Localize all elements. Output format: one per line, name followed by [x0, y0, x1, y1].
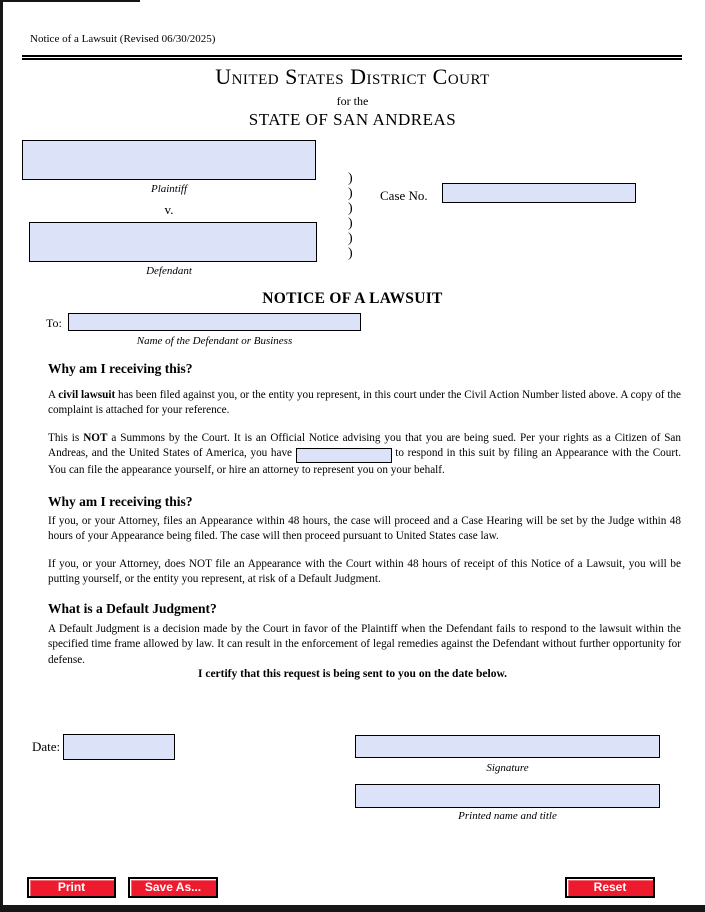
- section2-paragraph1: If you, or your Attorney, files an Appearance within 48 hours, the case will proceed and a Case Hearing will be set by the Judge within 48 hours of your Appearance being filed. The case will then proceed pursuant to United States case law.: [48, 515, 681, 543]
- section1-paragraph2: [48, 431, 681, 479]
- paren-glyph: ): [348, 231, 353, 246]
- section2-paragraph2: If you, or your Attorney, does NOT file an Appearance with the Court within 48 hours of receipt of this Notice of a Lawsuit, you will be putting yourself, or the entity you represent, at risk of a Default Judgment.: [48, 558, 681, 586]
- case-number-field[interactable]: [442, 183, 636, 203]
- text-segment-bold: NOT: [83, 432, 108, 444]
- court-subtitle: for the: [336, 94, 369, 108]
- signature-field[interactable]: [355, 735, 660, 758]
- text-segment: has been filed against you, or the entity you represent, in this court under the Civil Action Number listed above. A copy of the complaint is attached for your reference.: [48, 389, 682, 417]
- text-segment-bold: civil lawsuit: [58, 389, 116, 401]
- save-as-button[interactable]: Save As...: [128, 877, 218, 898]
- printed-name-label: Printed name and title: [458, 810, 557, 822]
- case-number-label: Case No.: [380, 188, 428, 203]
- section3-heading: What is a Default Judgment?: [48, 601, 217, 616]
- section1-paragraph1: [48, 388, 681, 419]
- court-state: STATE OF SAN ANDREAS: [248, 110, 457, 129]
- plaintiff-field[interactable]: [22, 140, 316, 180]
- case-caption: [22, 140, 682, 280]
- notice-title: NOTICE OF A LAWSUIT: [262, 290, 443, 307]
- section1-heading: Why am I receiving this?: [48, 361, 193, 376]
- certification-statement: I certify that this request is being sent to you on the date below.: [197, 668, 507, 680]
- paren-glyph: ): [348, 186, 353, 201]
- printed-name-field[interactable]: [355, 784, 660, 808]
- page-edge-top: [0, 0, 140, 2]
- paren-glyph: ): [348, 201, 353, 216]
- reset-button[interactable]: Reset: [565, 877, 655, 898]
- caption-parentheses: [348, 171, 353, 261]
- text-segment: to respond in this suit by filing an Appearance with the Court. You can file the appearance yourself, or hire an attorney to represent you on your behalf.: [48, 447, 681, 477]
- paren-glyph: ): [348, 246, 353, 261]
- defendant-field[interactable]: [29, 222, 317, 262]
- form-revision-header: Notice of a Lawsuit (Revised 06/30/2025): [30, 33, 216, 45]
- paren-glyph: ): [348, 216, 353, 231]
- date-field[interactable]: [63, 734, 175, 760]
- print-button[interactable]: Print: [27, 877, 116, 898]
- defendant-label: Defendant: [146, 265, 192, 277]
- date-label: Date:: [32, 739, 61, 754]
- text-segment: A: [48, 389, 59, 401]
- page-edge-left: [0, 0, 3, 912]
- to-label: To:: [46, 316, 62, 330]
- section2-heading: Why am I receiving this?: [48, 494, 193, 509]
- plaintiff-label: Plaintiff: [150, 183, 188, 195]
- signature-label: Signature: [486, 762, 529, 774]
- versus-label: v.: [164, 202, 174, 217]
- response-time-field[interactable]: [296, 448, 392, 463]
- court-title: United States District Court: [215, 64, 490, 89]
- defendant-name-hint: Name of the Defendant or Business: [136, 335, 293, 347]
- paren-glyph: ): [348, 171, 353, 186]
- text-segment: a Summons by the Court. It is an Official Notice advising you that you are being sued. Per your rights as a Citizen of San Andreas, and the United States of America, you have: [48, 432, 681, 460]
- section3-paragraph1: A Default Judgment is a decision made by the Court in favor of the Plaintiff when the Defendant fails to respond to the lawsuit within the specified time frame allowed by law. It can result in the enforcement of legal remedies against the Defendant without further opportunity for defense.: [48, 623, 681, 666]
- header-divider: [22, 55, 682, 60]
- text-segment: This is: [48, 432, 84, 444]
- defendant-name-field[interactable]: [68, 313, 361, 331]
- page-edge-bottom: [0, 905, 705, 912]
